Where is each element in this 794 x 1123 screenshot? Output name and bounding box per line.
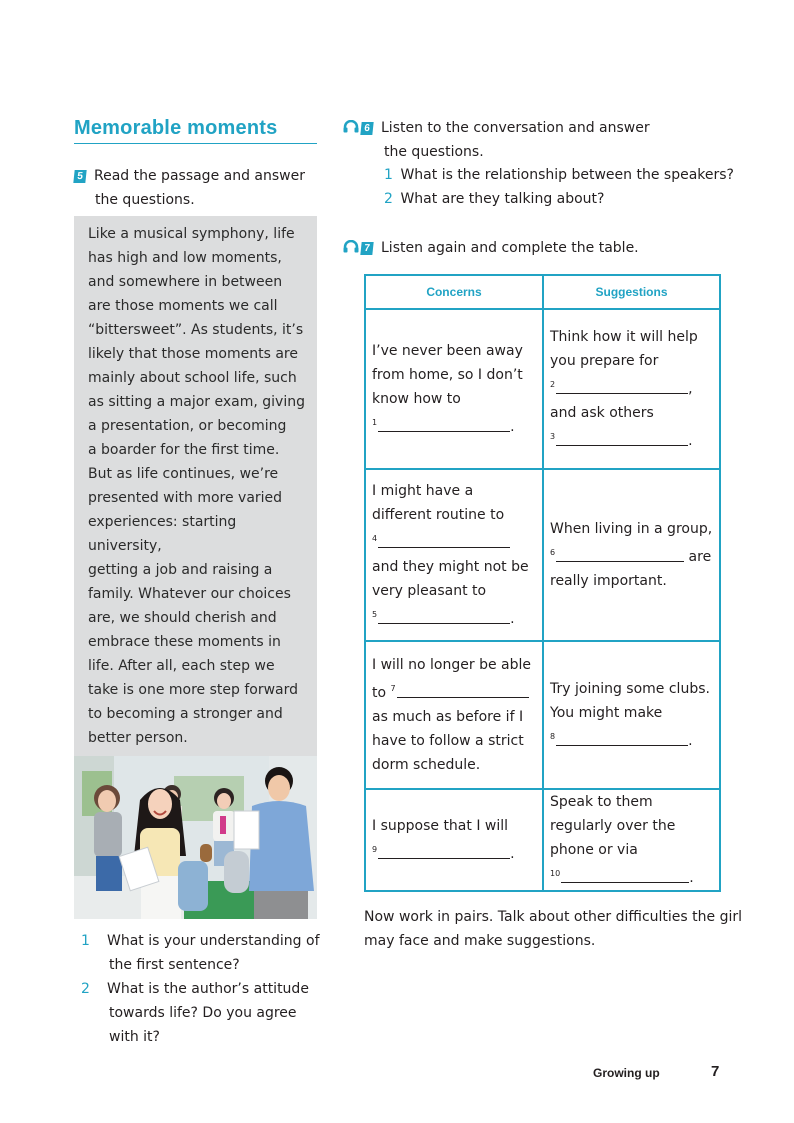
- section-title: Memorable moments: [74, 117, 317, 144]
- question-item: [384, 187, 734, 211]
- concern-cell: [365, 469, 543, 641]
- blank-number: 5: [372, 610, 378, 619]
- reading-passage: [74, 216, 317, 756]
- cell-text: I’ve never been away from home, so I don’t know how to: [372, 343, 523, 407]
- cell-text: .: [688, 733, 693, 749]
- cell-text: I will no longer be able to: [372, 657, 531, 701]
- cell-text: .: [510, 846, 515, 862]
- blank-number: 2: [550, 380, 556, 389]
- question-number: 1: [384, 167, 393, 183]
- answer-blank-9[interactable]: [378, 845, 510, 859]
- task-number-badge: 5: [73, 170, 86, 183]
- question-item: [81, 929, 325, 977]
- answer-blank-2[interactable]: [556, 380, 688, 394]
- table-header-row: [365, 275, 720, 309]
- instruction-text: the questions.: [384, 144, 484, 160]
- cell-text: .: [688, 433, 693, 449]
- concern-cell: [365, 309, 543, 469]
- suggestion-cell: [543, 469, 720, 641]
- concern-cell: [365, 641, 543, 789]
- blank-number: 9: [372, 845, 378, 854]
- table-row: [365, 789, 720, 891]
- cell-text: .: [689, 870, 694, 886]
- cell-text: as much as before if I have to follow a strict dorm schedule.: [372, 709, 524, 773]
- task-5-instruction: [74, 164, 324, 212]
- answer-blank-5[interactable]: [378, 610, 510, 624]
- answer-blank-6[interactable]: [556, 548, 684, 562]
- answer-blank-7[interactable]: [397, 684, 529, 698]
- blank-number: 1: [372, 418, 378, 427]
- blank-number: 4: [372, 534, 378, 543]
- task-6-questions: [384, 163, 734, 211]
- instruction-text: the questions.: [95, 192, 195, 208]
- table-row: [365, 641, 720, 789]
- headphones-icon: [343, 240, 359, 253]
- question-number: 2: [81, 981, 90, 997]
- suggestion-cell: [543, 789, 720, 891]
- task-number-badge: 6: [360, 122, 373, 135]
- suggestion-cell: [543, 309, 720, 469]
- blank-number: 10: [550, 869, 561, 878]
- cell-text: I might have a different routine to: [372, 483, 505, 523]
- cell-text: Try joining some clubs. You might make: [550, 681, 710, 721]
- cell-text: , and ask others: [550, 381, 693, 421]
- instruction-text: Listen to the conversation and answer: [381, 120, 650, 136]
- answer-blank-4[interactable]: [378, 534, 510, 548]
- answer-blank-8[interactable]: [556, 732, 688, 746]
- concerns-suggestions-table: [364, 274, 721, 892]
- passage-text: Like a musical symphony, life has high and low moments, and somewhere in between are those moments we call “bittersweet”. As students, it’s likely that those moments are mainly about school life, such as sitting a major exam, giving a presentation, or becoming a boarder for the first time. But as life continues, we’re presented with more varied experiences: starting university, getting a job and raising a family. Whatever our choices are, we should cherish and embrace these moments in life. After all, each step we take is one more step forward to becoming a stronger and better person.: [88, 226, 305, 746]
- question-item: [81, 977, 325, 1049]
- blank-number: 7: [390, 684, 396, 693]
- blank-number: 3: [550, 432, 556, 441]
- task-5-questions: [81, 929, 325, 1049]
- cell-text: Think how it will help you prepare for: [550, 329, 698, 369]
- cell-text: .: [510, 419, 515, 435]
- task-5-content: [74, 216, 320, 1049]
- task-number-badge: 7: [360, 242, 373, 255]
- cell-text: are really important.: [550, 549, 712, 589]
- question-number: 2: [384, 191, 393, 207]
- instruction-text: Read the passage and answer: [94, 168, 305, 184]
- question-text: What is your understanding of the first sentence?: [107, 933, 320, 973]
- answer-blank-1[interactable]: [378, 418, 510, 432]
- table-row: [365, 469, 720, 641]
- task-7-instruction: [343, 236, 733, 260]
- question-text: What are they talking about?: [400, 191, 605, 207]
- suggestion-cell: [543, 641, 720, 789]
- question-item: [384, 163, 734, 187]
- cell-text: Speak to them regularly over the phone or via: [550, 794, 676, 858]
- cell-text: I suppose that I will: [372, 818, 509, 834]
- blank-number: 8: [550, 732, 556, 741]
- unit-name: Growing up: [593, 1066, 660, 1080]
- question-text: What is the author’s attitude towards life? Do you agree with it?: [107, 981, 309, 1045]
- answer-blank-10[interactable]: [561, 869, 689, 883]
- question-text: What is the relationship between the speakers?: [400, 167, 734, 183]
- blank-number: 6: [550, 548, 556, 557]
- question-number: 1: [81, 933, 90, 949]
- students-illustration: [74, 756, 317, 919]
- cell-text: When living in a group,: [550, 521, 713, 537]
- task-6-instruction: [343, 116, 733, 164]
- pair-work-instruction: Now work in pairs. Talk about other difficulties the girl may face and make suggestions.: [364, 909, 742, 949]
- table-row: [365, 309, 720, 469]
- headphones-icon: [343, 120, 359, 133]
- column-header-concerns: Concerns: [365, 275, 543, 309]
- page-number: 7: [711, 1063, 720, 1080]
- instruction-text: Listen again and complete the table.: [381, 240, 639, 256]
- answer-blank-3[interactable]: [556, 432, 688, 446]
- students-photo: [74, 756, 317, 919]
- cell-text: .: [510, 611, 515, 627]
- column-header-suggestions: Suggestions: [543, 275, 720, 309]
- cell-text: and they might not be very pleasant to: [372, 559, 529, 599]
- concern-cell: [365, 789, 543, 891]
